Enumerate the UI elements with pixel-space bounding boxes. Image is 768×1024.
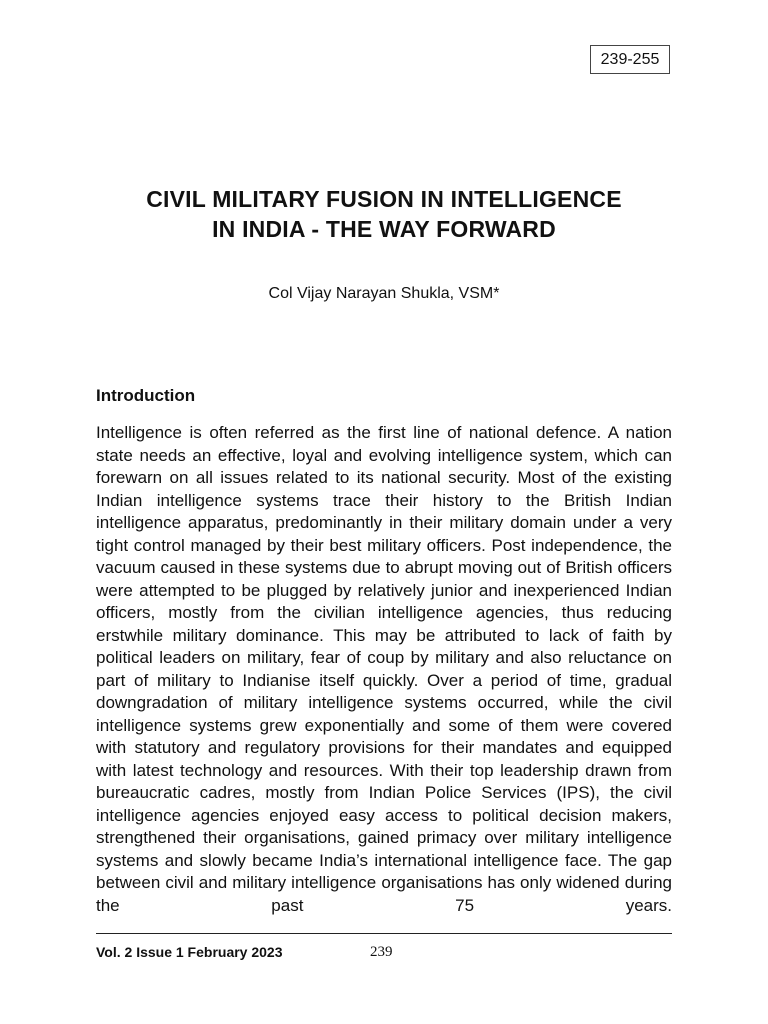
section-heading-introduction: Introduction	[96, 386, 196, 405]
footer-page-number: 239	[370, 944, 393, 960]
author-line: Col Vijay Narayan Shukla, VSM*	[268, 285, 500, 302]
article-title-line-1: CIVIL MILITARY FUSION IN INTELLIGENCE	[146, 186, 622, 212]
article-title	[0, 184, 768, 244]
footer-journal-info: Vol. 2 Issue 1 February 2023	[96, 944, 283, 960]
page-range-box: 239-255	[590, 45, 670, 74]
footer-rule	[96, 933, 672, 934]
body-paragraph: Intelligence is often referred as the first line of national defence. A nation state needs an effective, loyal and evolving intelligence system, which can forewarn on all issues related to its national security. Most of the existing Indian intelligence systems trace their history to the British Indian intelligence apparatus, predominantly in their military domain under a very tight control managed by their best military officers. Post independence, the vacuum caused in these systems due to abrupt moving out of British officers were attempted to be plugged by relatively junior and inexperienced Indian officers, mostly from the civilian intelligence agencies, thus reducing erstwhile military dominance. This may be attributed to lack of faith by political leaders on military, fear of coup by military and also reluctance on part of military to Indianise itself quickly. Over a period of time, gradual downgradation of military intelligence systems occurred, while the civil intelligence systems grew exponentially and some of them were covered with statutory and regulatory provisions for their mandates and equipped with latest technology and resources. With their top leadership drawn from bureaucratic cadres, mostly from Indian Police Services (IPS), the civil intelligence agencies enjoyed easy access to political decision makers, strengthened their organisations, gained primacy over military intelligence systems and slowly became India’s international intelligence face. The gap between civil and military intelligence organisations has only widened during the past 75 years.	[96, 423, 672, 915]
article-title-line-2: IN INDIA - THE WAY FORWARD	[212, 216, 556, 242]
